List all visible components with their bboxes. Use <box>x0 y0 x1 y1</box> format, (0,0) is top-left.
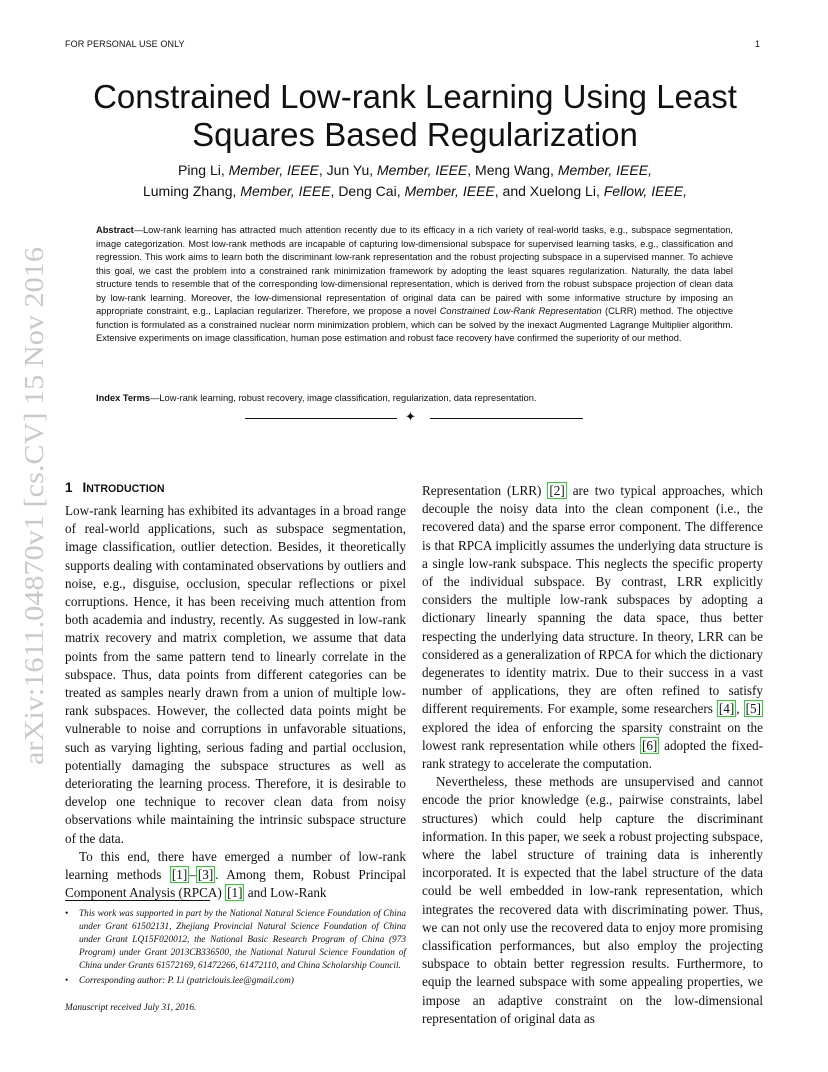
abstract-text-end: (CLRR) method. The objective function is formulated as a constrained nuclear norm minimization problem, which can be solved by the inexact Augmented Lagrange Multiplier algorithm. Extensive experiments on image classification, human pose estimation and robust face recovery have confirmed the superiority of our method. <box>96 306 733 343</box>
author-role: Fellow, IEEE, <box>603 183 687 199</box>
citation-link[interactable]: [2] <box>549 483 565 498</box>
bullet-icon: • <box>65 909 69 919</box>
citation-link[interactable]: [3] <box>197 867 214 883</box>
paragraph-text: , <box>736 701 744 717</box>
footnotes <box>65 908 406 990</box>
title-line-2: Squares Based Regularization <box>192 116 638 153</box>
page-number: 1 <box>755 39 761 49</box>
citation-link[interactable]: [5] <box>745 701 762 717</box>
author-role: Member, IEEE <box>377 162 468 178</box>
divider-diamond-icon: ✦ <box>405 410 416 425</box>
index-terms-text: —Low-rank learning, robust recovery, image classification, regularization, data representation. <box>150 393 537 403</box>
title-line-1: Constrained Low-rank Learning Using Least <box>93 78 737 115</box>
author-line-1 <box>70 160 760 181</box>
citation-link[interactable]: [1] <box>227 885 243 901</box>
footnote-corresponding-author <box>65 975 406 988</box>
author-name: , Deng Cai, <box>330 183 405 199</box>
footnote-funding <box>65 908 406 973</box>
manuscript-date: Manuscript received July 31, 2016. <box>65 1003 197 1013</box>
divider-left <box>245 418 397 419</box>
author-role: Member, IEEE <box>240 183 331 199</box>
index-terms-label: Index Terms <box>96 393 151 403</box>
author-role: Member, IEEE <box>228 162 319 178</box>
author-name: , and Xuelong Li, <box>494 183 604 199</box>
running-header: FOR PERSONAL USE ONLY <box>65 39 185 49</box>
bullet-icon: • <box>65 976 69 986</box>
left-column <box>65 502 406 902</box>
arxiv-watermark-text: arXiv:1611.04870v1 [cs.CV] 15 Nov 2016 <box>19 302 49 765</box>
section-heading <box>65 480 165 495</box>
section-title-rest: NTRODUCTION <box>86 483 165 495</box>
paragraph-text: To this end, there have emerged a number of low-rank learning methods <box>65 848 406 883</box>
author-role: Member, IEEE, <box>557 162 652 178</box>
divider-right <box>430 418 583 419</box>
citation-link[interactable]: [1] <box>171 867 188 883</box>
author-line-2 <box>70 181 760 202</box>
author-name: , Meng Wang, <box>467 162 558 178</box>
arxiv-watermark <box>18 245 50 765</box>
citation-link[interactable]: [4] <box>718 701 735 717</box>
index-terms <box>96 392 733 406</box>
paragraph-text: Representation (LRR) <box>422 483 548 498</box>
author-name: Luming Zhang, <box>142 183 241 199</box>
author-role: Member, IEEE <box>404 183 495 199</box>
paragraph-text: explored the idea of enforcing the sparsity constraint on the lowest rank representation while others <box>422 719 763 753</box>
section-number: 1 <box>65 480 73 495</box>
footnote-text: Corresponding author: P. Li (patriclouis.lee@gmail.com) <box>79 976 294 986</box>
paragraph-text: . Among them, Robust Principal Component Analysis (RPCA) <box>65 867 406 901</box>
abstract-label: Abstract <box>96 225 134 235</box>
footnote-rule <box>65 900 210 901</box>
author-name: , Jun Yu, <box>318 162 378 178</box>
abstract <box>96 224 733 346</box>
paragraph-text: are two typical approaches, which decouple the noisy data into the clean component (i.e., the recovered data) and the sparse error component. The difference is that RPCA implicitly assumes the underlying data structure is a single low-rank subspace. This neglects the specific property of the individual subspace. By contrast, LRR explicitly considers the multiple low-rank subspaces by adopting a dictionary linearly spanning the data space, thus better respecting the underlying data structure. In theory, LRR can be considered as a generalization of RPCA for which the dictionary degenerates to identity matrix. Due to their success in a vast number of applications, they are often refined to satisfy different requirements. For example, some researchers <box>422 483 764 717</box>
author-name: Ping Li, <box>178 162 229 178</box>
intro-paragraph-1: Low-rank learning has exhibited its advantages in a broad range of real-world applications, such as subspace segmentation, image classification, outlier detection. Besides, it theoretically supports dealing with contaminated observations by outliers and noise, e.g., disguise, occlusion, specular reflections or pixel corruptions. Hence, it has been receiving much attention from both academia and industry, recently. As suggested in low-rank matrix recovery and matrix completion, we assume that data points from the same pattern tend to linearly correlate in the subspace. Thus, data points from different categories can be treated as samples nearly drawn from a union of multiple low-rank subspaces. However, the collected data points might be vulnerable to noise and corruptions in unfavorable situations, such as varying lighting, serious fading and partial occlusion, potentially damaging the subspace structures as well as deteriorating the learning process. Therefore, it is desirable to develop one technique to recover clean data from noisy observations while maintaining the intrinsic subspace structure of the data. <box>65 503 406 846</box>
section-title-initial: I <box>82 480 87 495</box>
intro-paragraph-2 <box>65 848 406 903</box>
paper-title <box>70 78 760 154</box>
intro-paragraph-4: Nevertheless, these methods are unsupervised and cannot encode the prior knowledge (e.g., pairwise constraints, label structures) which could help capture the discriminant information. In this paper, we seek a robust projecting subspace, where the label structure of training data is inherently incorporated. It is expected that the label structure of the data could be well embedded in low-rank representation, which integrates the recovered data with discriminating power. Thus, we can not only use the recovered data to enjoy more promising classification performances, but also employ the projecting subspace to obtain better regression results. Furthermore, to equip the learned subspace with some appealing properties, we impose an adaptive constraint on the low-dimensional representation of original data as <box>422 774 763 1026</box>
paragraph-text: adopted the fixed-rank strategy to accelerate the computation. <box>422 737 763 772</box>
footnote-text: This work was supported in part by the National Natural Science Foundation of China under Grant 61502131, Zhejiang Provincial Natural Science Foundation of China under Grant LQ15F020012, the National Basic Research Program of China (973 Program) under Grant 2013CB336500, the National Natural Science Foundation of China under Grants 61572169, 61472266, 61472110, and China Scholarship Council. <box>79 909 406 971</box>
abstract-text: —Low-rank learning has attracted much attention recently due to its efficacy in a rich variety of real-world tasks, e.g., subspace segmentation, image categorization. Most low-rank methods are incapable of capturing low-dimensional subspace for supervised learning tasks, e.g., classification and regression. This work aims to learn both the discriminant low-rank representation and the robust projecting subspace in a supervised manner. To achieve this goal, we cast the problem into a constrained rank minimization framework by adopting the least squares regularization. Naturally, the data label structure tends to resemble that of the corresponding low-dimensional representation, which is derived from the robust subspace projection of clean data by low-rank learning. Moreover, the low-dimensional representation of original data can be paired with some informative structure by imposing an appropriate constraint, e.g., Laplacian regularizer. Therefore, we propose a novel <box>96 225 733 316</box>
intro-paragraph-3 <box>422 482 763 773</box>
right-column <box>422 482 763 1028</box>
method-name: Constrained Low-Rank Representation <box>439 306 602 316</box>
paragraph-text: and Low-Rank <box>244 885 327 901</box>
citation-link[interactable]: [6] <box>641 737 658 753</box>
paragraph-text: – <box>189 867 196 883</box>
author-list <box>70 160 760 202</box>
